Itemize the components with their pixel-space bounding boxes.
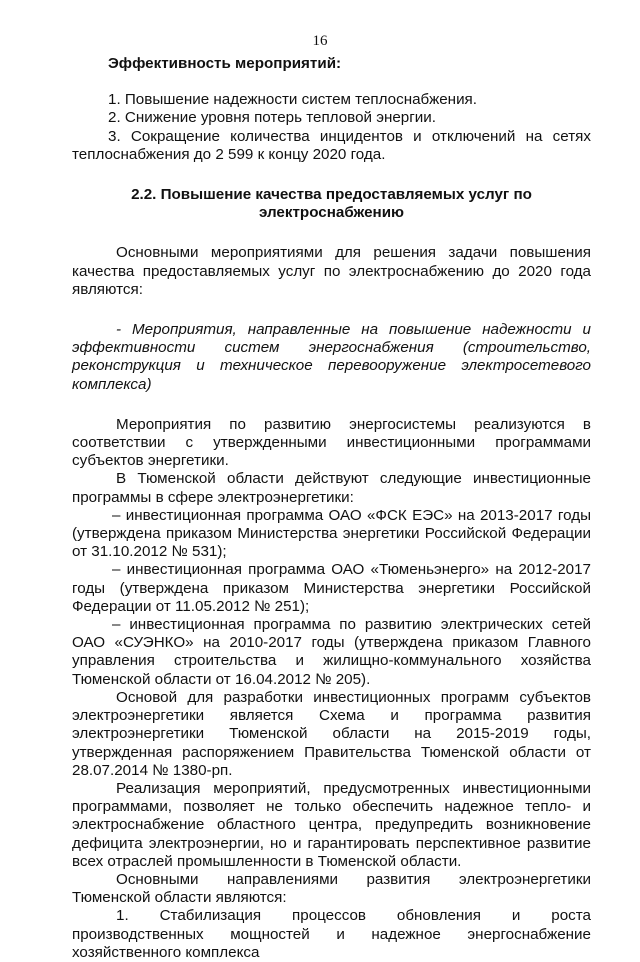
spacer [72, 73, 591, 91]
page-content [72, 55, 591, 962]
effectiveness-item-2: 2. Снижение уровня потерь тепловой энергии. [108, 109, 436, 127]
paragraph-programs: Мероприятия по развитию энергосистемы реализуются в соответствии с утвержденными инвестиционными программами субъектов энергетики. [72, 415, 591, 470]
italic-measure: - Мероприятия, направленные на повышение надежности и эффективности систем энергоснабжения (строительство, реконструкция и техническое перевооружение электросетевого комплекса) [72, 321, 591, 393]
spacer [72, 222, 591, 244]
spacer [72, 394, 591, 416]
program-item-tyumenenergo: – инвестиционная программа ОАО «Тюменьэнерго» на 2012-2017 годы (утверждена приказом Министерства энергетики Российской Федерации от 11.05.2012 № 251); [72, 561, 591, 615]
program-item-fsk: – инвестиционная программа ОАО «ФСК ЕЭС» на 2013-2017 годы (утверждена приказом Министерства энергетики Российской Федерации от 31.10.2012 № 531); [72, 506, 591, 561]
paragraph-region: В Тюменской области действуют следующие инвестиционные программы в сфере электроэнергетики: [72, 470, 591, 506]
section-intro: Основными мероприятиями для решения задачи повышения качества предоставляемых услуг по электроснабжению до 2020 года являются: [72, 244, 591, 298]
paragraph-basis: Основой для разработки инвестиционных программ субъектов электроэнергетики является Схема и программа развития электроэнергетики Тюменской области на 2015-2019 годы, утвержденная распоряжением Правительства Тюменской области от 28.07.2014 № 1380-рп. [72, 688, 591, 779]
paragraph-implementation: Реализация мероприятий, предусмотренных инвестиционными программами, позволяет не только обеспечить надежное тепло- и электроснабжение областного центра, предупредить возникновение дефицита электроэнергии, но и гарантировать перспективное развитие всех отраслей промышленности в Тюменской области. [72, 779, 591, 870]
effectiveness-item-1: 1. Повышение надежности систем теплоснабжения. [108, 91, 477, 109]
effectiveness-item-3: 3. Сокращение количества инцидентов и отключений на сетях теплоснабжения до 2 599 к концу 2020 года. [72, 127, 591, 163]
paragraph-directions: Основными направлениями развития электроэнергетики Тюменской области являются: [72, 870, 591, 907]
effectiveness-heading: Эффективность мероприятий: [108, 55, 342, 72]
paragraph-item-1: 1. Стабилизация процессов обновления и роста производственных мощностей и надежное энергоснабжение хозяйственного комплекса [72, 907, 591, 961]
spacer [72, 164, 591, 186]
program-item-suenko: – инвестиционная программа по развитию электрических сетей ОАО «СУЭНКО» на 2010-2017 годы (утверждена приказом Главного управления строительства и жилищно-коммунального хозяйства Тюменской области от 16.04.2012 № 205). [72, 616, 591, 688]
page-number: 16 [312, 33, 328, 49]
section-title: 2.2. Повышение качества предоставляемых услуг по электроснабжению [131, 186, 532, 222]
spacer [72, 299, 591, 321]
